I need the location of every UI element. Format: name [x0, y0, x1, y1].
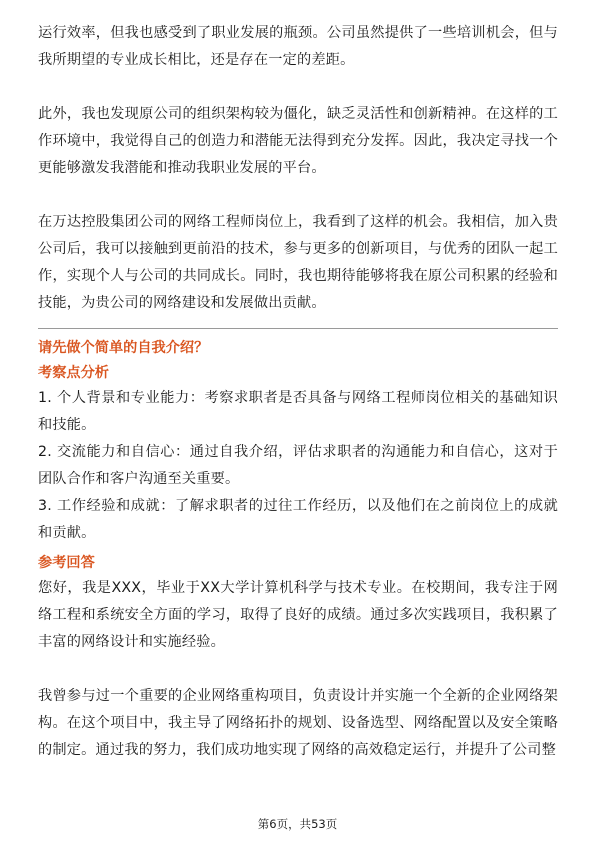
analysis-point: 3. 工作经验和成就：了解求职者的过往工作经历，以及他们在之前岗位上的成就和贡献。	[38, 498, 558, 541]
section-divider	[38, 328, 558, 329]
page-number: 第6页，共53页	[257, 817, 338, 831]
answer-heading: 参考回答	[38, 555, 95, 571]
answer-paragraph: 我曾参与过一个重要的企业网络重构项目，负责设计并实施一个全新的企业网络架构。在这个项目中，我主导了网络拓扑的规划、设备选型、网络配置以及安全策略的制定。通过我的努力，我们成功地实现了网络的高效稳定运行，并提升了公司整	[38, 688, 558, 758]
body-paragraph: 在万达控股集团公司的网络工程师岗位上，我看到了这样的机会。我相信，加入贵公司后，我可以接触到更前沿的技术，参与更多的创新项目，与优秀的团队一起工作，实现个人与公司的共同成长。同时，我也期待能够将我在原公司积累的经验和技能，为贵公司的网络建设和发展做出贡献。	[38, 214, 558, 311]
page-content	[38, 20, 558, 764]
question-title: 请先做个简单的自我介绍？	[38, 340, 209, 356]
analysis-point: 1. 个人背景和专业能力：考察求职者是否具备与网络工程师岗位相关的基础知识和技能。	[38, 390, 558, 433]
body-paragraph: 此外，我也发现原公司的组织架构较为僵化，缺乏灵活性和创新精神。在这样的工作环境中，我觉得自己的创造力和潜能无法得到充分发挥。因此，我决定寻找一个更能够激发我潜能和推动我职业发展的平台。	[38, 106, 558, 176]
analysis-point: 2. 交流能力和自信心：通过自我介绍，评估求职者的沟通能力和自信心，这对于团队合作和客户沟通至关重要。	[38, 444, 558, 487]
answer-paragraph: 您好，我是XXX，毕业于XX大学计算机科学与技术专业。在校期间，我专注于网络工程和系统安全方面的学习，取得了良好的成绩。通过多次实践项目，我积累了丰富的网络设计和实施经验。	[38, 580, 558, 650]
body-paragraph: 运行效率，但我也感受到了职业发展的瓶颈。公司虽然提供了一些培训机会，但与我所期望的专业成长相比，还是存在一定的差距。	[38, 25, 558, 68]
analysis-heading: 考察点分析	[38, 365, 109, 381]
